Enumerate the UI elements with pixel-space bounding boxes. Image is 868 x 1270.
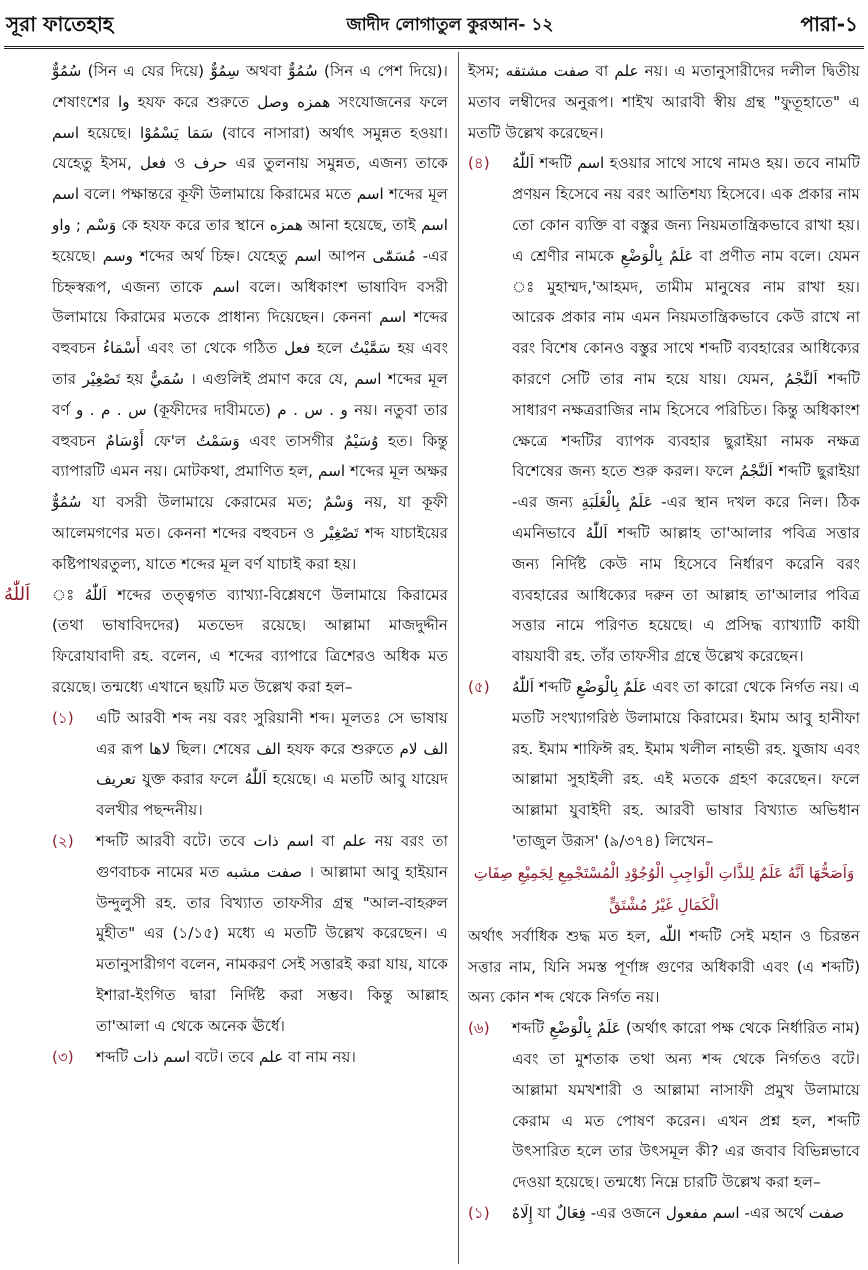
- item-text: اَللّٰهُ শব্দটি عَلَمٌ بِالْوَضْعِ এবং তা কারো থেকে নির্গত নয়। এ মতটি সংখ্যাগরিষ্ঠ উলামায়ে কিরামের। ইমাম আবু হানীফা রহ. ইমাম শাফিঈ রহ. ইমাম খলীল নাহভী রহ. যুজায এবং আল্লামা সুহাইলী রহ. এই মতকে গ্রহণ করেছেন। ফলে আল্লামা যুবাইদী রহ. আরবী ভাষার বিখ্যাত অভিধান 'তাজুল উরূস' (৯/৩৭৪) লিখেন–: [512, 677, 860, 850]
- item-text: শব্দটি اسم ذات বটে। তবে علم বা নাম নয়।: [96, 1047, 356, 1066]
- paragraph: سُمُوٌّ (সিন এ যের দিয়ে) سِمُوٌّ অথবা سُمُوٌّ (সিন এ পেশ দিয়ে)। শেষাংশের وا হযফ করে শুরুতে همزه وصل সংযোজনের ফলে اسم হয়েছে। سَمَا يَسْمُوْا (বাবে নাসারা) অর্থাৎ সমুন্নত হওয়া। যেহেতু ইসম, فعل ও حرف এর তুলনায় সমুন্নত, এজন্য তাকে اسم বলে। পক্ষান্তরে কূফী উলামায়ে কিরামের মতে اسم শব্দের মূল وَسْم ; واو কে হযফ করে তার স্থানে همزه আনা হয়েছে, তাই اسم হয়েছে। وسم শব্দের অর্থ চিহ্ন। যেহেতু اسم আপন مُسَمّٰى -এর চিহ্নস্বরূপ, এজন্য তাকে اسم বলে। অধিকাংশ ভাষাবিদ বসরী উলামায়ে কিরামের মতকে প্রাধান্য দিয়েছেন। কেননা اسم শব্দের বহুবচন أَسْمَاءُ এবং তা থেকে গঠিত فعل হলে سَمَّيْتُ হয় এবং তার تَصْغِيْر হয় سُمَيٌّ । এগুলিই প্রমাণ করে যে, اسم শব্দের মূল বর্ণ س . م . و (কূফীদের দাবীমতে) و . س . م নয়। নতুবা তার বহুবচন أَوْسَامٌ ফে'ল وَسَمْتُ এবং তাসগীর وُسَيْمٌ হত। কিন্তু ব্যাপারটি এমন নয়। মোটকথা, প্রমাণিত হল, اسم শব্দের মূল অক্ষর سُمُوٌّ যা বসরী উলামায়ে কেরামের মত; وَسْمٌ নয়, যা কূফী আলেমগণের মত। কেননা শব্দের বহুবচন ও تَصْغِيْر শব্দ যাচাইয়ের কষ্টিপাথরতুল্য, যাতে শব্দের মূল বর্ণ যাচাই করা হয়।: [52, 62, 449, 573]
- paragraph: অর্থাৎ সর্বাধিক শুদ্ধ মত হল, اللّٰه শব্দটি সেই মহান ও চিরন্তন সত্তার নাম, যিনি সমস্ত পূর্ণাঙ্গ গুণের অধিকারী এবং (এ শব্দটি) অন্য কোন শব্দ থেকে নির্গত নয়।: [468, 926, 860, 1007]
- item-number: (৫): [468, 677, 490, 696]
- list-item: [52, 1042, 448, 1073]
- item-number: (৩): [52, 1047, 74, 1066]
- paragraph: ইসম; صفت مشتقه বা علم নয়। এ মতানুসারীদের দলীল দ্বিতীয় মতাব লম্বীদের অনুরূপ। শাইখ আরাবী স্বীয় গ্রন্থ "ফুতূহাতে" এ মতটি উল্লেখ করেছেন।: [468, 62, 860, 142]
- arabic-quote: وَاَصَحُّهَا اَنَّهُ عَلَمٌ لِلذَّاتِ الْوَاجِبِ الْوُجُوْدِ الْمُسْتَجْمِعِ لِجَمِيْعِ صِفَاتِ الْكَمَالِ غَيْرُ مُشْتَقٍّ: [473, 863, 855, 914]
- item-text: এটি আরবী শব্দ নয় বরং সুরিয়ানী শব্দ। মূলতঃ সে ভাষায় এর রূপ لاها ছিল। শেষের الف হযফ করে শুরুতে الف لام تعريف যুক্ত করার ফলে اَللّٰهُ হয়েছে। এ মতটি আবু যায়েদ বলখীর পছন্দনীয়।: [96, 708, 448, 820]
- list-item: [468, 1013, 860, 1198]
- list-item: [52, 826, 448, 1042]
- item-text: শব্দটি عَلَمٌ بِالْوَضْعِ (অর্থাৎ কারো পক্ষ থেকে নির্ধারিত নাম) এবং তা মুশতাক তথা অন্য শব্দ থেকে নির্গতও বটে। আল্লামা যমখশারী ও আল্লামা নাসাফী প্রমুখ উলামায়ে কেরাম এ মত পোষণ করেন। এখন প্রশ্ন হল, শব্দটি উৎসারিত হলে তার উৎসমূল কী? এর জবাব বিভিন্নভাবে দেওয়া হয়েছে। তন্মধ্যে নিম্নে চারটি উল্লেখ করা হল–: [512, 1019, 860, 1192]
- list-item: [468, 672, 860, 857]
- list-item: [468, 148, 860, 672]
- left-column: [4, 56, 449, 1262]
- para-number: পারা-১: [800, 12, 858, 36]
- item-number: (২): [52, 831, 74, 850]
- book-title: জাদীদ লোগাতুল কুরআন- ১২: [346, 15, 554, 35]
- item-number: (১): [52, 708, 74, 727]
- surah-title: সূরা ফাতেহাহ: [6, 12, 114, 36]
- item-number: (১): [468, 1203, 490, 1222]
- item-text: শব্দটি আরবী বটে। তবে اسم ذات বা علم নয় বরং তা গুণবাচক নামের মত صفت مشبه । আল্লামা আবু হাইয়ান উন্দুলুসী রহ. তার বিখ্যাত তাফসীর গ্রন্থ "আল-বাহরুল মুহীত" এর (১/১৫) মধ্যে এ মতটি উল্লেখ করেছেন। এ মতানুসারীগণ বলেন, নামকরণ সেই সত্তারই করা যায়, যাকে ইশারা-ইংগিত দ্বারা নির্দিষ্ট করা সম্ভব। কিন্তু আল্লাহ তা'আলা এ থেকে অনেক ঊর্ধে।: [96, 831, 448, 1035]
- item-text: اَللّٰهُ শব্দটি اسم হওয়ার সাথে সাথে নামও হয়। তবে নামটি প্রণয়ন হিসেবে নয় বরং আতিশয্য হিসেবে। এক প্রকার নাম তো কোন ব্যক্তি বা বস্তুর জন্য নিয়মতান্ত্রিকভাবে রাখা হয়। এ শ্রেণীর নামকে عَلَمٌ بِالْوَضْعِ বা প্রণীত নাম বলে। যেমন ঃ মুহাম্মদ,'আহমদ, তামীম মানুষের নাম রাখা হয়। আরেক প্রকার নাম এমন নিয়মতান্ত্রিকভাবে কেউ রাখে না বরং বিশেষ কোনও বস্তুর সাথে শব্দটি ব্যবহারের আধিক্যের কারণে সেটি তার নাম হয়ে যায়। যেমন, اَلنَّجْمُ শব্দটি সাধারণ নক্ষত্ররাজির নাম হিসেবে পরিচিত। কিন্তু অধিকাংশ ক্ষেত্রে শব্দটির ব্যাপক ব্যবহার ছুরাইয়া নামক নক্ষত্র বিশেষের জন্য হতে শুরু করল। ফলে اَلنَّجْمُ শব্দটি ছুরাইয়া -এর জন্য عَلَمٌ بِالْغَلَبَةِ -এর স্থান দখল করে নিল। ঠিক এমনিভাবে اَللّٰهُ শব্দটি আল্লাহ তা'আলার পবিত্র সত্তার জন্য নির্দিষ্ট কেউ নাম হিসেবে নির্ধারণ করেনি বরং ব্যবহারের আধিক্যের দরুন তা আল্লাহ তা'আলার পবিত্র সত্তার নামে পরিণত হয়েছে। এ প্রসিদ্ধ ব্যাখ্যাটি কাযী বায়যাবী রহ. তাঁর তাফসীর গ্রন্থে উল্লেখ করেছেন।: [512, 154, 860, 666]
- list-item: [468, 1198, 860, 1229]
- allah-section: [4, 580, 448, 703]
- item-number: (৪): [468, 154, 490, 173]
- allah-heading: اَللّٰهُ: [4, 583, 31, 605]
- list-item: [52, 703, 448, 826]
- column-divider: [458, 52, 459, 1264]
- right-column: [468, 56, 860, 1262]
- paragraph: ঃ اَللّٰهُ শব্দের তত্ত্বগত ব্যাখ্যা-বিশ্লেষণে উলামায়ে কিরামের (তথা ভাষাবিদদের) মতভেদ রয়েছে। আল্লামা মাজদুদ্দীন ফিরোযাবাদী রহ. বলেন, এ শব্দের ব্যাপারে ত্রিশেরও অধিক মত রয়েছে। তন্মধ্যে এখানে ছয়টি মত উল্লেখ করা হল–: [52, 585, 448, 696]
- header-rule: [4, 46, 864, 49]
- item-number: (৬): [468, 1019, 490, 1038]
- page-header: [0, 0, 868, 52]
- item-text: إِلَاهٌ যা فِعَالٌ -এর ওজনে اسم مفعول -এর অর্থে صفت: [512, 1203, 845, 1222]
